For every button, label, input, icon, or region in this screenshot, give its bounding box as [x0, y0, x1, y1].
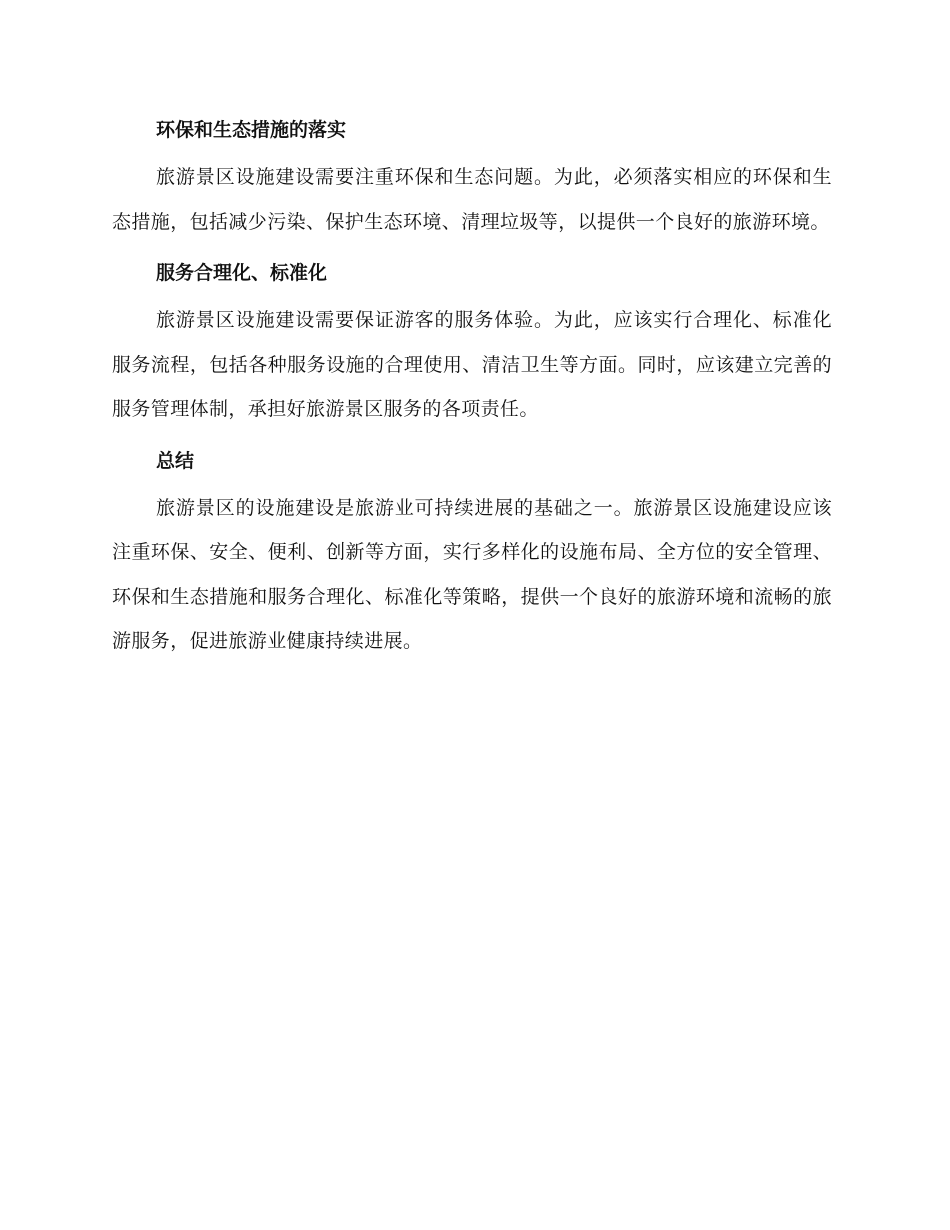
section-paragraph-service: 旅游景区设施建设需要保证游客的服务体验。为此，应该实行合理化、标准化服务流程，包括各种服务设施的合理使用、清洁卫生等方面。同时，应该建立完善的服务管理体制，承担好旅游景区服务的各项责任。: [112, 309, 832, 420]
section-heading-ecology: 环保和生态措施的落实: [156, 119, 347, 141]
spacer: [112, 244, 832, 257]
section-heading-service: 服务合理化、标准化: [156, 262, 328, 284]
section-heading-summary: 总结: [156, 449, 195, 472]
spacer: [112, 146, 832, 155]
section-paragraph-summary: 旅游景区的设施建设是旅游业可持续进展的基础之一。旅游景区设施建设应该注重环保、安全、便利、创新等方面，实行多样化的设施布局、全方位的安全管理、环保和生态措施和服务合理化、标准化等策略，提供一个良好的旅游环境和流畅的旅游服务，促进旅游业健康持续进展。: [112, 496, 832, 652]
spacer: [112, 477, 832, 486]
spacer: [112, 432, 832, 445]
spacer: [112, 289, 832, 298]
document-page: [112, 114, 832, 664]
section-paragraph-ecology: 旅游景区设施建设需要注重环保和生态问题。为此，必须落实相应的环保和生态措施，包括减少污染、保护生态环境、清理垃圾等，以提供一个良好的旅游环境。: [112, 166, 832, 233]
